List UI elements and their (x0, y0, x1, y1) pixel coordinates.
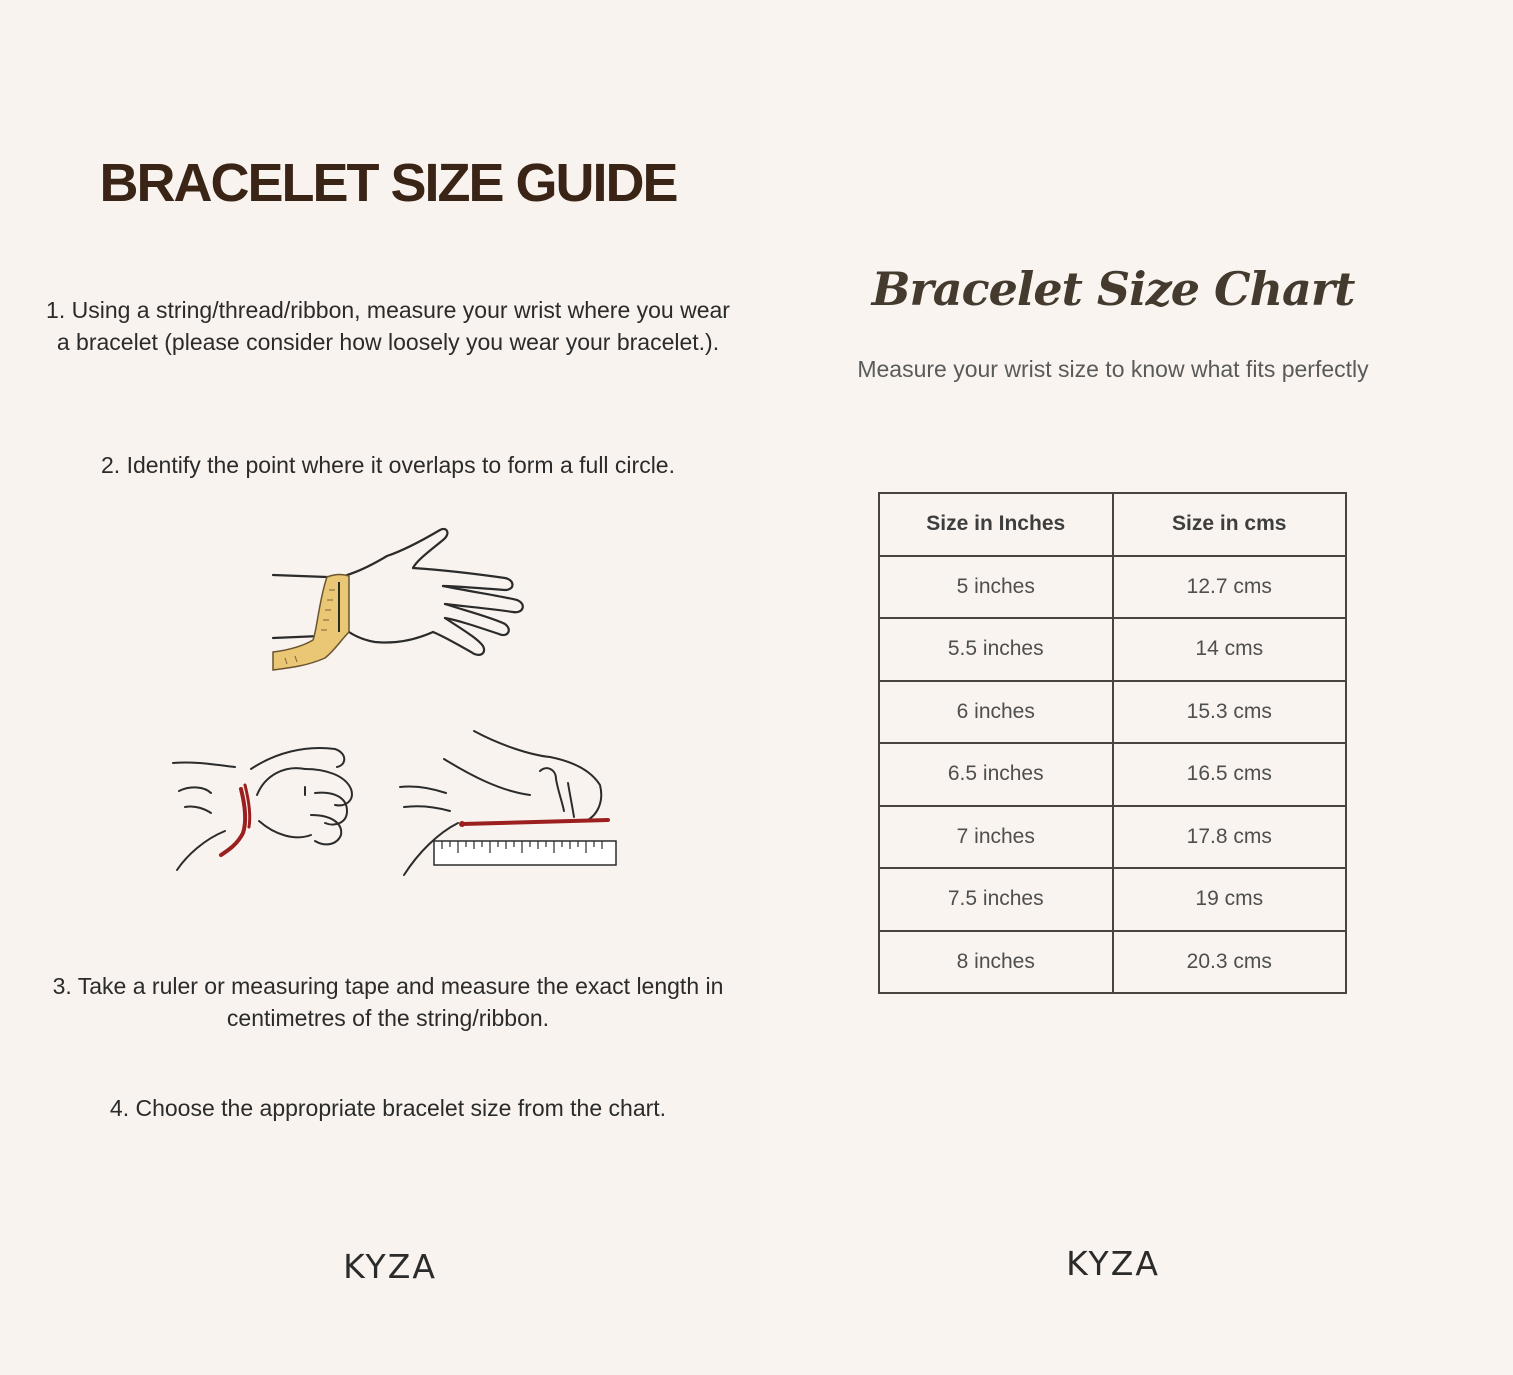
cell-inches: 6 inches (879, 681, 1113, 744)
brand-logo-left: KYZA (343, 1247, 437, 1286)
brand-logo-right: KYZA (1066, 1244, 1160, 1283)
cell-cms: 15.3 cms (1113, 681, 1347, 744)
table-row (879, 868, 1346, 931)
table-row (879, 806, 1346, 869)
cell-cms: 17.8 cms (1113, 806, 1347, 869)
table-row (879, 681, 1346, 744)
guide-title: BRACELET SIZE GUIDE (99, 153, 677, 213)
cell-cms: 20.3 cms (1113, 931, 1347, 994)
cell-cms: 19 cms (1113, 868, 1347, 931)
cell-cms: 16.5 cms (1113, 743, 1347, 806)
guide-step-3: 3. Take a ruler or measuring tape and measure the exact length in centimetres of the string/ribbon. (52, 973, 724, 1031)
size-chart-table (878, 492, 1347, 994)
wrist-string-icon (165, 735, 365, 880)
table-row (879, 618, 1346, 681)
cell-inches: 5.5 inches (879, 618, 1113, 681)
cell-inches: 5 inches (879, 556, 1113, 619)
chart-subtitle: Measure your wrist size to know what fits perfectly (857, 356, 1369, 382)
table-header-row (879, 493, 1346, 556)
cell-cms: 12.7 cms (1113, 556, 1347, 619)
wrist-tape-measure-icon (265, 520, 535, 680)
cell-inches: 7 inches (879, 806, 1113, 869)
guide-step-2: 2. Identify the point where it overlaps to form a full circle. (101, 452, 675, 478)
table-row (879, 743, 1346, 806)
cell-cms: 14 cms (1113, 618, 1347, 681)
column-header-cms: Size in cms (1113, 493, 1347, 556)
column-header-inches: Size in Inches (879, 493, 1113, 556)
chart-title: Bracelet Size Chart (871, 262, 1355, 316)
guide-step-1: 1. Using a string/thread/ribbon, measure your wrist where you wear a bracelet (please consider how loosely you wear your bracelet.). (46, 297, 730, 355)
table-row (879, 931, 1346, 994)
table-row (879, 556, 1346, 619)
string-on-ruler-icon (390, 725, 630, 880)
guide-step-4: 4. Choose the appropriate bracelet size from the chart. (109, 1095, 667, 1121)
cell-inches: 8 inches (879, 931, 1113, 994)
cell-inches: 6.5 inches (879, 743, 1113, 806)
cell-inches: 7.5 inches (879, 868, 1113, 931)
